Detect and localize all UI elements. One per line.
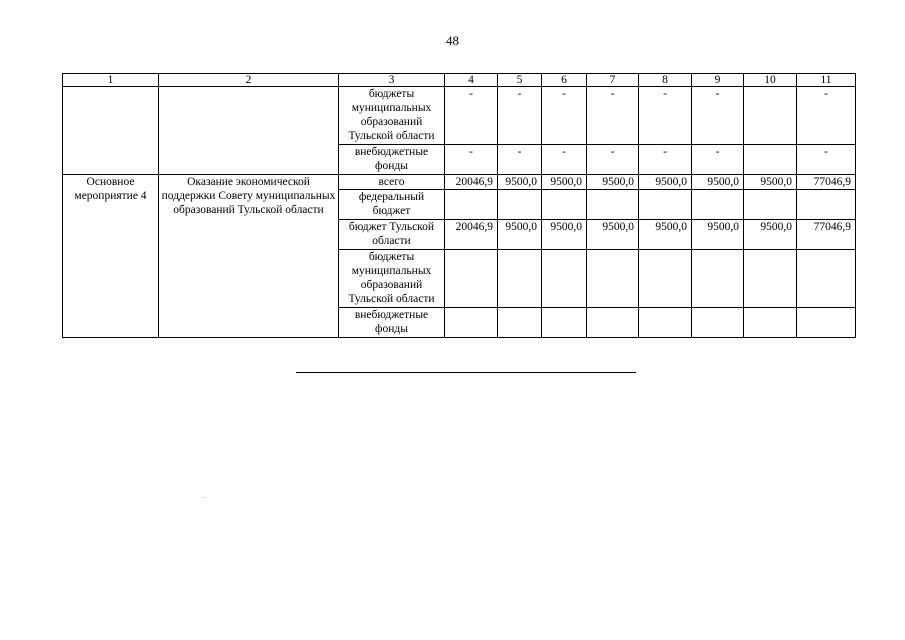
value-cell: - [542, 145, 587, 175]
value-cell: - [692, 145, 744, 175]
value-cell: 9500,0 [639, 175, 692, 190]
value-cell [744, 145, 797, 175]
value-cell: 9500,0 [587, 220, 639, 250]
col-header: 3 [339, 74, 445, 87]
value-cell [445, 250, 498, 308]
value-cell: 77046,9 [797, 175, 856, 190]
value-cell: 77046,9 [797, 220, 856, 250]
value-cell [542, 190, 587, 220]
col-header: 4 [445, 74, 498, 87]
funding-source: федеральный бюджет [339, 190, 445, 220]
value-cell: 20046,9 [445, 220, 498, 250]
value-cell [587, 308, 639, 338]
value-cell: 9500,0 [498, 220, 542, 250]
funding-source: внебюджетные фонды [339, 145, 445, 175]
value-cell [692, 308, 744, 338]
value-cell [744, 308, 797, 338]
header-row [63, 74, 856, 87]
col-header: 1 [63, 74, 159, 87]
scan-speck [203, 497, 204, 498]
empty-cell [63, 87, 159, 175]
value-cell: 20046,9 [445, 175, 498, 190]
value-cell: 9500,0 [542, 220, 587, 250]
value-cell [542, 250, 587, 308]
value-cell: 9500,0 [692, 175, 744, 190]
table-row [63, 87, 856, 145]
value-cell: 9500,0 [498, 175, 542, 190]
value-cell: - [639, 145, 692, 175]
funding-source: бюджеты муниципальных образований Тульской области [339, 250, 445, 308]
measure-title: Оказание экономической поддержки Совету муниципальных образований Тульской области [159, 175, 339, 338]
funding-source: всего [339, 175, 445, 190]
funding-table [62, 73, 856, 338]
value-cell [639, 308, 692, 338]
value-cell: 9500,0 [587, 175, 639, 190]
value-cell: - [587, 145, 639, 175]
value-cell [692, 250, 744, 308]
value-cell: - [797, 145, 856, 175]
value-cell [542, 308, 587, 338]
value-cell [797, 250, 856, 308]
value-cell: 9500,0 [744, 220, 797, 250]
end-rule [296, 372, 636, 373]
col-header: 2 [159, 74, 339, 87]
value-cell [744, 250, 797, 308]
value-cell: - [445, 145, 498, 175]
col-header: 11 [797, 74, 856, 87]
empty-cell [159, 87, 339, 175]
value-cell [445, 308, 498, 338]
col-header: 9 [692, 74, 744, 87]
col-header: 6 [542, 74, 587, 87]
col-header: 7 [587, 74, 639, 87]
value-cell: 9500,0 [744, 175, 797, 190]
value-cell [692, 190, 744, 220]
value-cell [639, 250, 692, 308]
funding-source: бюджеты муниципальных образований Тульской области [339, 87, 445, 145]
value-cell [587, 250, 639, 308]
measure-code: Основное мероприятие 4 [63, 175, 159, 338]
value-cell [797, 308, 856, 338]
value-cell: 9500,0 [542, 175, 587, 190]
value-cell: - [445, 87, 498, 145]
value-cell: - [692, 87, 744, 145]
value-cell: - [542, 87, 587, 145]
value-cell [498, 308, 542, 338]
funding-source: внебюджетные фонды [339, 308, 445, 338]
col-header: 10 [744, 74, 797, 87]
page-number: 48 [446, 33, 459, 48]
col-header: 5 [498, 74, 542, 87]
funding-source: бюджет Тульской области [339, 220, 445, 250]
col-header: 8 [639, 74, 692, 87]
value-cell: - [797, 87, 856, 145]
value-cell [498, 250, 542, 308]
value-cell [797, 190, 856, 220]
value-cell [445, 190, 498, 220]
value-cell [744, 190, 797, 220]
value-cell [639, 190, 692, 220]
value-cell: - [498, 87, 542, 145]
value-cell: 9500,0 [639, 220, 692, 250]
value-cell: - [639, 87, 692, 145]
value-cell [498, 190, 542, 220]
value-cell [744, 87, 797, 145]
table-row [63, 175, 856, 190]
value-cell: - [587, 87, 639, 145]
value-cell [587, 190, 639, 220]
value-cell: 9500,0 [692, 220, 744, 250]
value-cell: - [498, 145, 542, 175]
